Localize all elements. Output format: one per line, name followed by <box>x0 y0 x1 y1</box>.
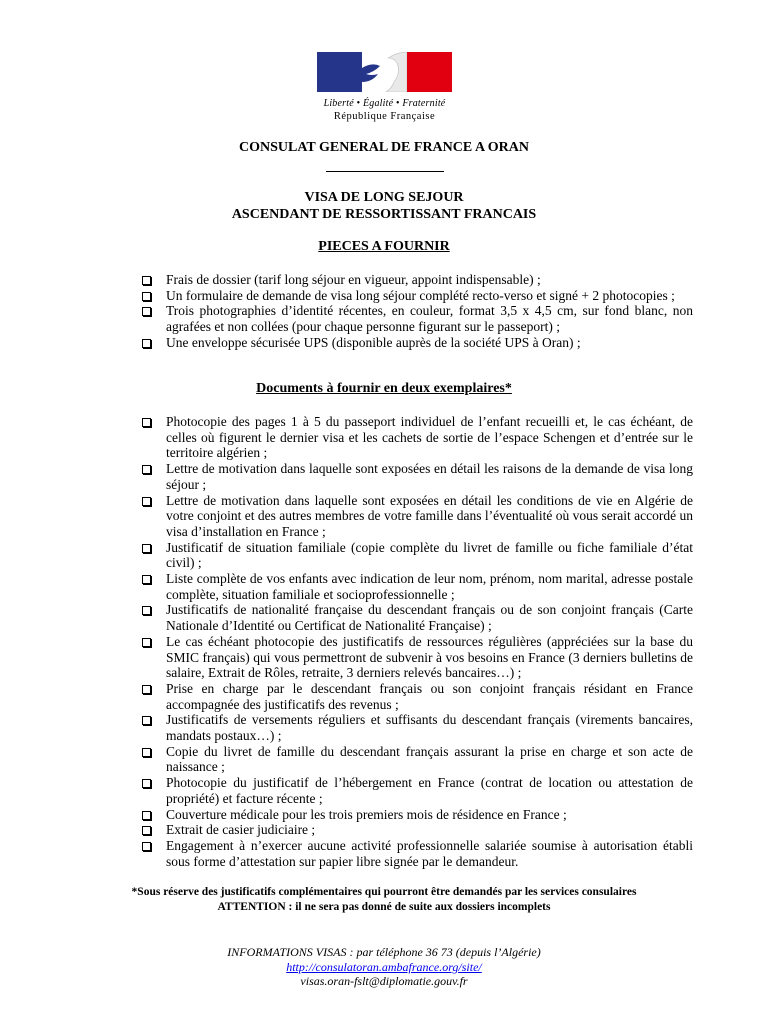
list-item: Couverture médicale pour les trois premiers mois de résidence en France ; <box>140 807 693 823</box>
republique-francaise-logo <box>317 52 452 122</box>
checkbox-bullet-icon <box>142 276 151 285</box>
list-item: Une enveloppe sécurisée UPS (disponible auprès de la société UPS à Oran) ; <box>140 335 693 351</box>
list-item: Engagement à n’exercer aucune activité professionnelle salariée soumise à autorisation établi sous forme d’attestation sur papier libre signée par le demandeur. <box>140 838 693 869</box>
requirements-list <box>140 272 693 351</box>
checkbox-bullet-icon <box>142 292 151 301</box>
reserve-note: *Sous réserve des justificatifs complémentaires qui pourront être demandés par les services consulaires <box>131 886 637 898</box>
list-item: Photocopie du justificatif de l’hébergement en France (contrat de location ou attestation de propriété) et facture récente ; <box>140 775 693 806</box>
visa-info-phone: INFORMATIONS VISAS : par téléphone 36 73 (depuis l’Algérie) <box>227 945 541 959</box>
title-divider <box>326 171 444 172</box>
footnotes <box>0 885 768 915</box>
list-item: Justificatifs de versements réguliers et suffisants du descendant français (virements bancaires, mandats postaux…) ; <box>140 712 693 743</box>
checkbox-bullet-icon <box>142 418 151 427</box>
list-item: Copie du livret de famille du descendant français assurant la prise en charge et son acte de naissance ; <box>140 744 693 775</box>
list-item: Liste complète de vos enfants avec indication de leur nom, prénom, nom marital, adresse postale complète, situation familiale et socioprofessionnelle ; <box>140 571 693 602</box>
logo-republic-name: République Française <box>333 111 436 122</box>
checkbox-bullet-icon <box>142 575 151 584</box>
checkbox-bullet-icon <box>142 716 151 725</box>
checkbox-bullet-icon <box>142 779 151 788</box>
list-item: Trois photographies d’identité récentes, en couleur, format 3,5 x 4,5 cm, sur fond blanc, non agrafées et non collées (pour chaque personne figurant sur le passeport) ; <box>140 303 693 334</box>
checkbox-bullet-icon <box>142 307 151 316</box>
documents-heading: Documents à fournir en deux exemplaires* <box>256 381 512 396</box>
pieces-heading: PIECES A FOURNIR <box>318 239 450 254</box>
visa-title: VISA DE LONG SEJOUR <box>304 190 464 205</box>
checkbox-bullet-icon <box>142 497 151 506</box>
logo-motto: Liberté • Égalité • Fraternité <box>323 98 446 109</box>
checkbox-bullet-icon <box>142 842 151 851</box>
documents-list <box>140 414 693 869</box>
checkbox-bullet-icon <box>142 544 151 553</box>
list-item: Un formulaire de demande de visa long séjour complété recto-verso et signé + 2 photocopies ; <box>140 288 693 304</box>
contact-email: visas.oran-fslt@diplomatie.gouv.fr <box>300 974 468 988</box>
checkbox-bullet-icon <box>142 811 151 820</box>
checkbox-bullet-icon <box>142 826 151 835</box>
checkbox-bullet-icon <box>142 339 151 348</box>
visa-subtitle: ASCENDANT DE RESSORTISSANT FRANCAIS <box>231 207 537 222</box>
checkbox-bullet-icon <box>142 748 151 757</box>
list-item: Justificatif de situation familiale (copie complète du livret de famille ou fiche familiale d’état civil) ; <box>140 540 693 571</box>
consulate-website-link[interactable]: http://consulatoran.ambafrance.org/site/ <box>286 959 482 974</box>
list-item: Photocopie des pages 1 à 5 du passeport individuel de l’enfant recueilli et, le cas échéant, de celles où figurent le dernier visa et les cachets de sortie de l’espace Schengen et d’entrée sur le territoire algérien ; <box>140 414 693 461</box>
list-item: Lettre de motivation dans laquelle sont exposées en détail les conditions de vie en Algérie de votre conjoint et des autres membres de votre famille dans l’éventualité où vous serait accordé un visa d’installation en France ; <box>140 493 693 540</box>
list-item: Le cas échéant photocopie des justificatifs de ressources régulières (appréciées sur la base du SMIC français) qui vous permettront de subvenir à vos besoins en France (3 derniers bulletins de salaire, Extrait de Rôles, retraite, 3 derniers relevés bancaires…) ; <box>140 634 693 681</box>
checkbox-bullet-icon <box>142 685 151 694</box>
checkbox-bullet-icon <box>142 638 151 647</box>
list-item: Justificatifs de nationalité française du descendant français ou de son conjoint français (Carte Nationale d’Identité ou Certificat de Nationalité Française) ; <box>140 602 693 633</box>
checkbox-bullet-icon <box>142 606 151 615</box>
checkbox-bullet-icon <box>142 465 151 474</box>
list-item: Prise en charge par le descendant français ou son conjoint français résidant en France accompagnée des justificatifs des revenus ; <box>140 681 693 712</box>
consulate-title: CONSULAT GENERAL DE FRANCE A ORAN <box>238 140 530 155</box>
list-item: Lettre de motivation dans laquelle sont exposées en détail les raisons de la demande de visa long séjour ; <box>140 461 693 492</box>
list-item: Extrait de casier judiciaire ; <box>140 822 693 838</box>
attention-note: ATTENTION : il ne sera pas donné de suite aux dossiers incomplets <box>217 901 551 913</box>
marianne-flag-emblem <box>317 52 452 92</box>
list-item: Frais de dossier (tarif long séjour en vigueur, appoint indispensable) ; <box>140 272 693 288</box>
contact-footer <box>0 945 768 989</box>
